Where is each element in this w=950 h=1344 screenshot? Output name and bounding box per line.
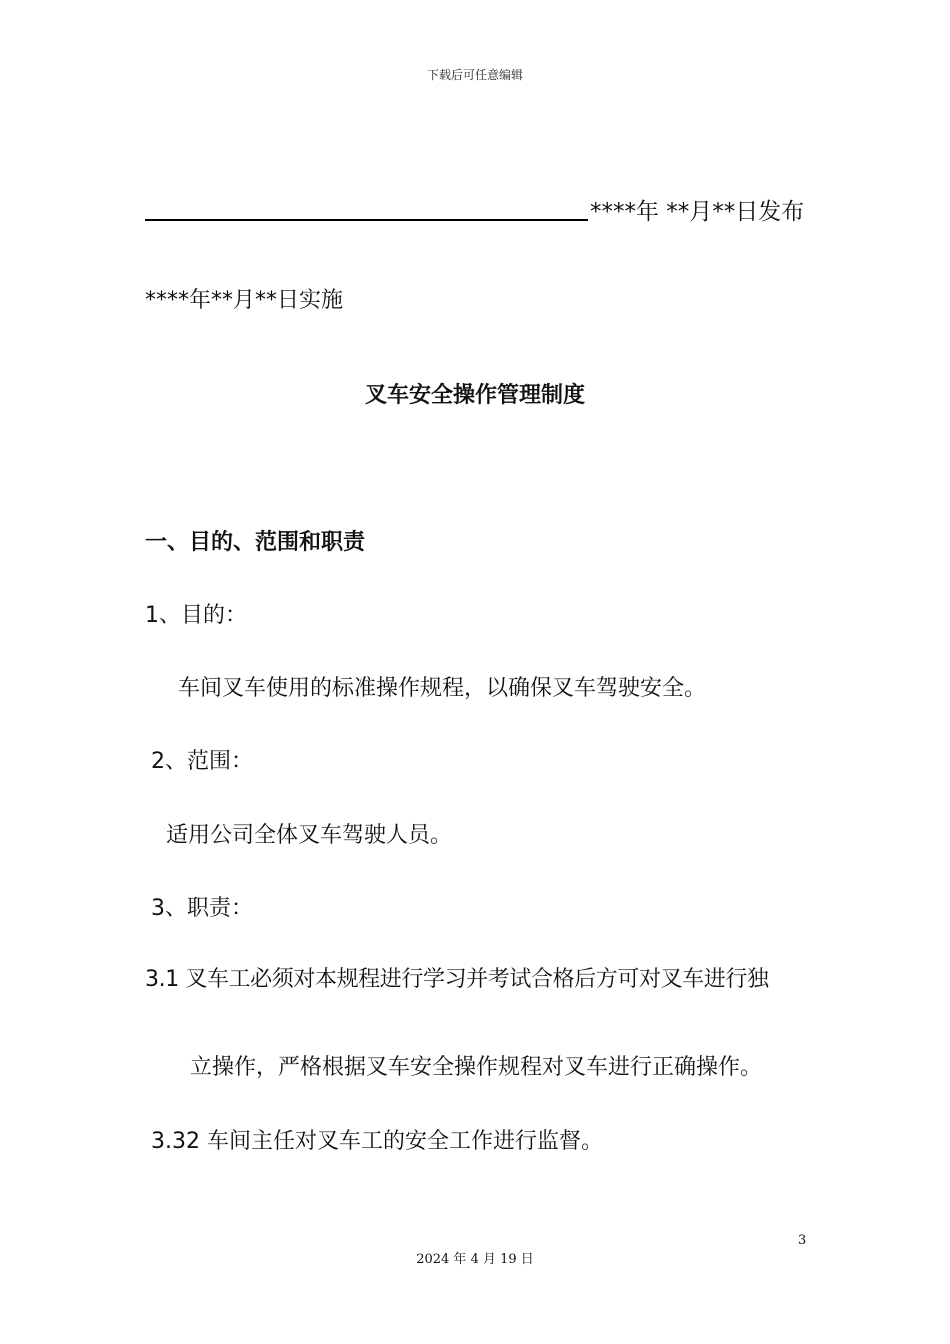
- purpose-text: 车间叉车使用的标准操作规程，以确保叉车驾驶安全。: [178, 676, 707, 701]
- publish-date: ****年 **月**日发布: [590, 199, 805, 225]
- effective-date: ****年**月**日实施: [145, 288, 344, 313]
- publish-date-line: [145, 193, 805, 227]
- purpose-label: 1、目的：: [145, 603, 247, 628]
- page-header-note: 下载后可任意编辑: [426, 68, 523, 82]
- duty-label: 3、职责：: [151, 896, 253, 921]
- duty-3-1-line1: 3.1 叉车工必须对本规程进行学习并考试合格后方可对叉车进行独: [145, 967, 769, 992]
- section-heading: 一、目的、范围和职责: [145, 530, 366, 555]
- page-number: 3: [798, 1233, 807, 1248]
- footer-date: 2024 年 4 月 19 日: [416, 1252, 534, 1267]
- duty-3-2: 3.32 车间主任对叉车工的安全工作进行监督。: [151, 1129, 603, 1154]
- scope-text: 适用公司全体叉车驾驶人员。: [166, 823, 453, 848]
- document-title: 叉车安全操作管理制度: [364, 383, 585, 408]
- signature-underline: [145, 219, 588, 221]
- scope-label: 2、范围：: [151, 749, 253, 774]
- duty-3-1-line2: 立操作，严格根据叉车安全操作规程对叉车进行正确操作。: [190, 1055, 763, 1080]
